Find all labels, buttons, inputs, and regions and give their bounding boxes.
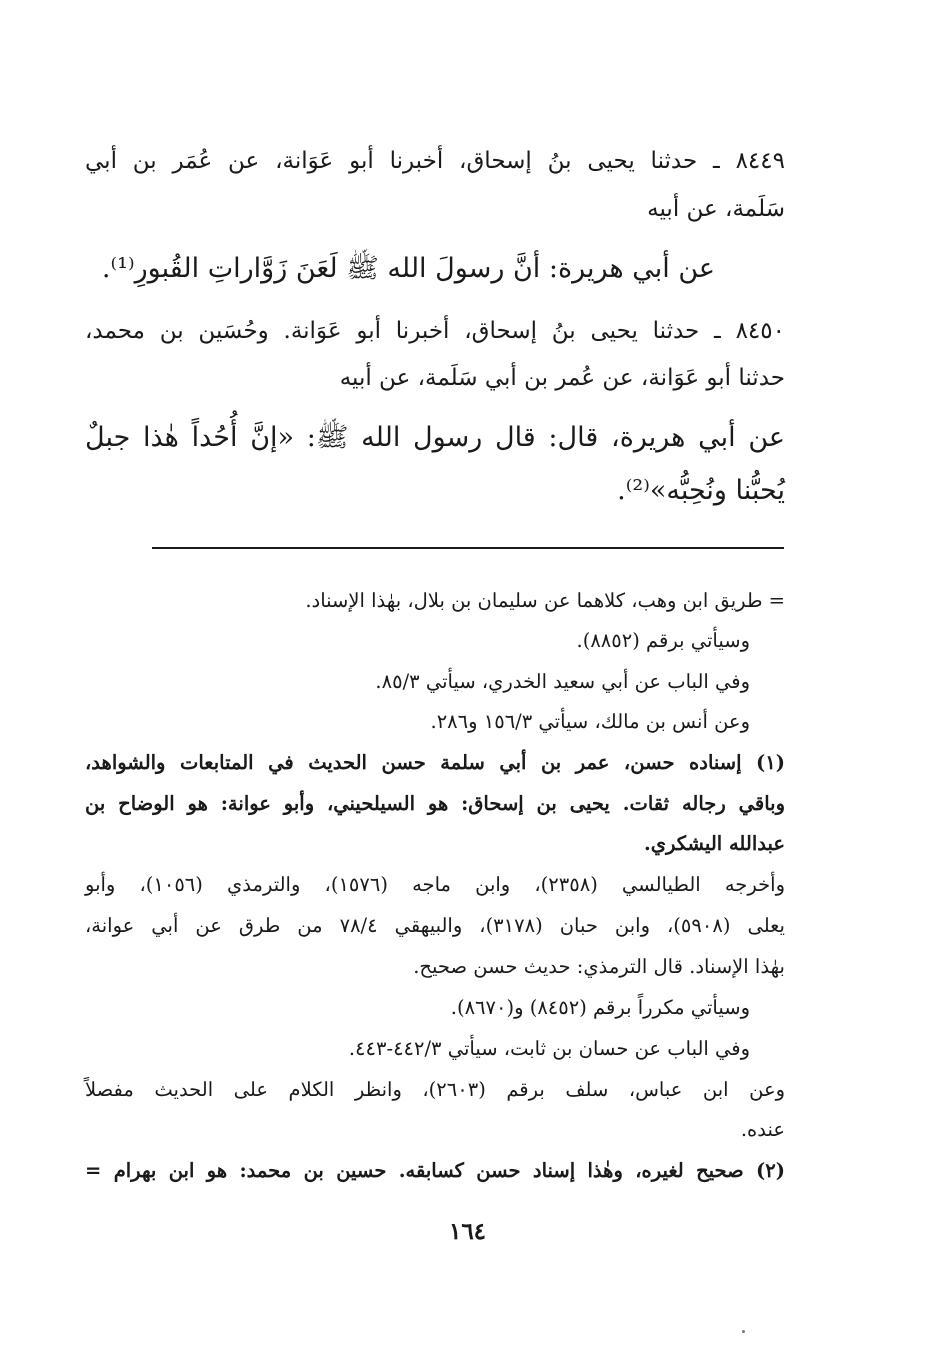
footnote-2: (٢) صحيح لغيره، وهٰذا إسناد حسن كسابقه. حسين بن محمد: هو ابن بهرام = [85,1159,785,1182]
footnote-continuation-line: وعن أنس بن مالك، سيأتي ١٥٦/٣ و٢٨٦. [430,710,750,733]
scan-speck [742,1330,745,1333]
footnote-1-line3: عبدالله اليشكري. [643,832,785,855]
footnote-1-line1: (١) إسناده حسن، عمر بن أبي سلمة حسن الحديث في المتابعات والشواهد، [85,751,785,774]
footnote-continuation-line: وسيأتي برقم (٨٨٥٢). [576,629,750,652]
footnote-continuation-line: وفي الباب عن أبي سعيد الخدري، سيأتي ٨٥/٣. [375,670,750,693]
hadith-8449-isnad-line2: سَلَمة، عن أبيه [647,196,785,222]
hadith-8449-isnad-line1: ٨٤٤٩ ـ حدثنا يحيى بنُ إسحاق، أخبرنا أبو عَوَانة، عن عُمَر بن أبي [85,148,785,174]
hadith-8450-matn-line2: يُحبُّنا ونُحِبُّه»⁽²⁾. [617,475,785,506]
footnote-1-ibn-abbas-line2: عنده. [740,1118,785,1141]
footnote-1-takhrij-line: وأخرجه الطيالسي (٢٣٥٨)، وابن ماجه (١٥٧٦)، والترمذي (١٠٥٦)، وأبو [85,873,785,896]
hadith-8449-matn: عن أبي هريرة: أنَّ رسولَ الله ﷺ لَعَنَ زَوَّاراتِ القُبورِ⁽¹⁾. [101,253,715,284]
page-number: ١٦٤ [448,1218,487,1245]
footnote-1-takhrij-line: بهٰذا الإسناد. قال الترمذي: حديث حسن صحيح. [413,955,785,978]
footnote-1-more-line: وفي الباب عن حسان بن ثابت، سيأتي ٤٤٢/٣-٤٤٣. [348,1037,750,1060]
footnote-divider [152,547,784,549]
hadith-8450-matn-line1: عن أبي هريرة، قال: قال رسول الله ﷺ: «إنَّ أُحُداً هٰذا جبلٌ [85,422,785,453]
hadith-8450-isnad-line1: ٨٤٥٠ ـ حدثنا يحيى بنُ إسحاق، أخبرنا أبو عَوَانة. وحُسَين بن محمد، [85,318,785,344]
hadith-8450-isnad-line2: حدثنا أبو عَوَانة، عن عُمر بن أبي سَلَمة، عن أبيه [339,365,785,391]
footnote-1-ibn-abbas-line1: وعن ابن عباس، سلف برقم (٢٦٠٣)، وانظر الكلام على الحديث مفصلاً [85,1078,785,1101]
footnote-1-takhrij-line: يعلى (٥٩٠٨)، وابن حبان (٣١٧٨)، والبيهقي ٧٨/٤ من طرق عن أبي عوانة، [85,914,785,937]
footnote-1-more-line: وسيأتي مكرراً برقم (٨٤٥٢) و(٨٦٧٠). [450,996,750,1019]
footnote-continuation-line: = طريق ابن وهب، كلاهما عن سليمان بن بلال، بهٰذا الإسناد. [305,589,785,612]
footnote-1-line2: وباقي رجاله ثقات. يحيى بن إسحاق: هو السيلحيني، وأبو عوانة: هو الوضاح بن [85,792,785,815]
